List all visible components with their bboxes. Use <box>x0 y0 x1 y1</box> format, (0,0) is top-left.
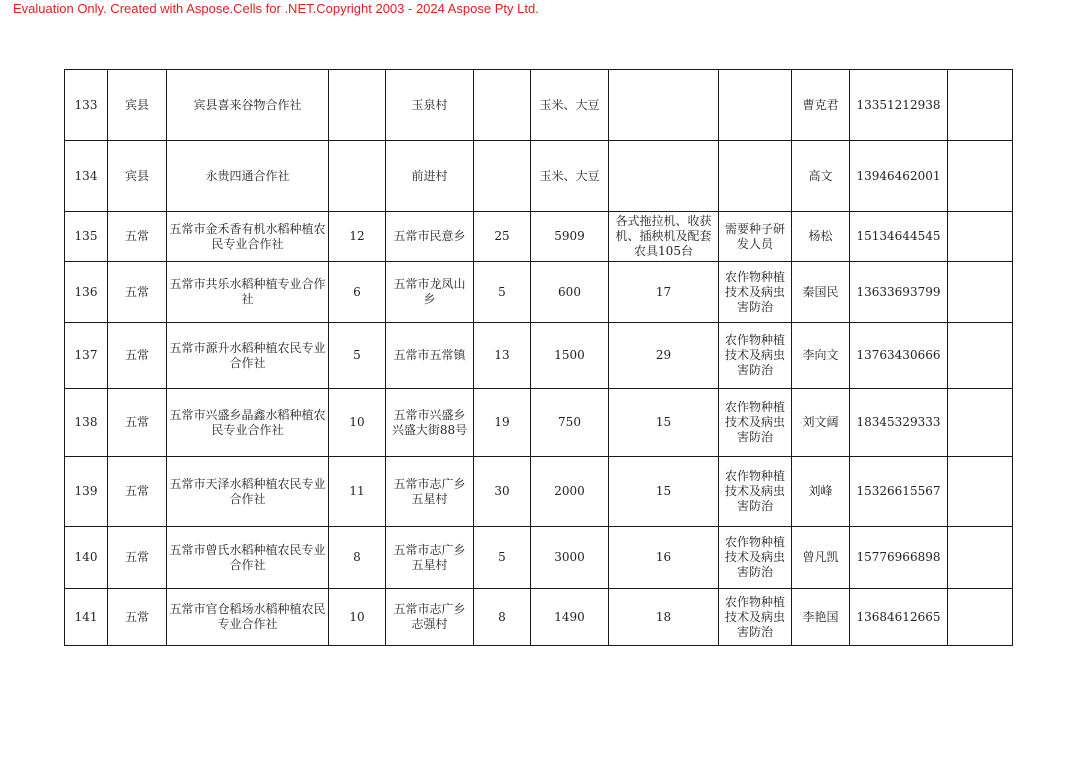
contact-name-cell: 秦国民 <box>792 262 850 323</box>
cooperative-name-cell: 五常市共乐水稻种植专业合作社 <box>167 262 329 323</box>
table-row <box>65 212 1013 262</box>
col8-cell <box>609 70 719 141</box>
col9-cell: 农作物种植技术及病虫害防治 <box>719 262 792 323</box>
county-cell: 宾县 <box>108 70 167 141</box>
contact-name-cell: 李向文 <box>792 323 850 389</box>
col7-cell: 600 <box>531 262 609 323</box>
members-cell: 6 <box>329 262 386 323</box>
col9-cell: 农作物种植技术及病虫害防治 <box>719 457 792 527</box>
table-row <box>65 262 1013 323</box>
phone-cell: 13946462001 <box>850 141 948 212</box>
county-cell: 五常 <box>108 527 167 589</box>
phone-cell: 15134644545 <box>850 212 948 262</box>
county-cell: 五常 <box>108 457 167 527</box>
col6-cell <box>474 70 531 141</box>
contact-name-cell: 高文 <box>792 141 850 212</box>
col8-cell: 15 <box>609 389 719 457</box>
address-cell: 五常市志广乡五星村 <box>386 457 474 527</box>
col9-cell: 农作物种植技术及病虫害防治 <box>719 323 792 389</box>
extra-cell <box>948 141 1013 212</box>
cooperative-name-cell: 五常市官仓稻场水稻种植农民专业合作社 <box>167 589 329 646</box>
contact-name-cell: 李艳国 <box>792 589 850 646</box>
col8-cell: 各式拖拉机、收获机、插秧机及配套农具105台 <box>609 212 719 262</box>
col8-cell: 15 <box>609 457 719 527</box>
members-cell: 10 <box>329 589 386 646</box>
col6-cell: 30 <box>474 457 531 527</box>
county-cell: 宾县 <box>108 141 167 212</box>
row-number: 137 <box>65 323 108 389</box>
phone-cell: 15776966898 <box>850 527 948 589</box>
col7-cell: 玉米、大豆 <box>531 70 609 141</box>
cooperative-name-cell: 永贵四通合作社 <box>167 141 329 212</box>
col9-cell: 农作物种植技术及病虫害防治 <box>719 389 792 457</box>
address-cell: 五常市五常镇 <box>386 323 474 389</box>
col8-cell: 18 <box>609 589 719 646</box>
col7-cell: 750 <box>531 389 609 457</box>
contact-name-cell: 曾凡凯 <box>792 527 850 589</box>
county-cell: 五常 <box>108 262 167 323</box>
row-number: 135 <box>65 212 108 262</box>
contact-name-cell: 杨松 <box>792 212 850 262</box>
col8-cell: 16 <box>609 527 719 589</box>
contact-name-cell: 曹克君 <box>792 70 850 141</box>
col6-cell: 5 <box>474 262 531 323</box>
county-cell: 五常 <box>108 323 167 389</box>
phone-cell: 18345329333 <box>850 389 948 457</box>
table-row <box>65 527 1013 589</box>
col8-cell: 29 <box>609 323 719 389</box>
members-cell <box>329 141 386 212</box>
members-cell <box>329 70 386 141</box>
cooperative-name-cell: 五常市兴盛乡晶鑫水稻种植农民专业合作社 <box>167 389 329 457</box>
extra-cell <box>948 262 1013 323</box>
extra-cell <box>948 70 1013 141</box>
row-number: 138 <box>65 389 108 457</box>
extra-cell <box>948 323 1013 389</box>
table-body <box>65 70 1013 646</box>
row-number: 141 <box>65 589 108 646</box>
address-cell: 玉泉村 <box>386 70 474 141</box>
table-row <box>65 141 1013 212</box>
col7-cell: 1500 <box>531 323 609 389</box>
row-number: 136 <box>65 262 108 323</box>
col8-cell <box>609 141 719 212</box>
address-cell: 五常市志广乡五星村 <box>386 527 474 589</box>
col8-cell: 17 <box>609 262 719 323</box>
county-cell: 五常 <box>108 212 167 262</box>
phone-cell: 13351212938 <box>850 70 948 141</box>
cooperative-name-cell: 五常市曾氏水稻种植农民专业合作社 <box>167 527 329 589</box>
extra-cell <box>948 527 1013 589</box>
col6-cell: 25 <box>474 212 531 262</box>
members-cell: 12 <box>329 212 386 262</box>
address-cell: 五常市志广乡志强村 <box>386 589 474 646</box>
contact-name-cell: 刘峰 <box>792 457 850 527</box>
address-cell: 五常市龙凤山乡 <box>386 262 474 323</box>
watermark-text: Evaluation Only. Created with Aspose.Cells for .NET.Copyright 2003 - 2024 Aspose Pty Ltd. <box>13 1 539 16</box>
col6-cell: 8 <box>474 589 531 646</box>
cooperative-name-cell: 五常市金禾香有机水稻种植农民专业合作社 <box>167 212 329 262</box>
phone-cell: 13633693799 <box>850 262 948 323</box>
extra-cell <box>948 212 1013 262</box>
extra-cell <box>948 457 1013 527</box>
col7-cell: 3000 <box>531 527 609 589</box>
table-row <box>65 457 1013 527</box>
phone-cell: 13763430666 <box>850 323 948 389</box>
members-cell: 5 <box>329 323 386 389</box>
table-row <box>65 389 1013 457</box>
cooperative-name-cell: 五常市源升水稻种植农民专业合作社 <box>167 323 329 389</box>
phone-cell: 15326615567 <box>850 457 948 527</box>
address-cell: 前进村 <box>386 141 474 212</box>
extra-cell <box>948 389 1013 457</box>
county-cell: 五常 <box>108 389 167 457</box>
col9-cell: 农作物种植技术及病虫害防治 <box>719 527 792 589</box>
col6-cell: 13 <box>474 323 531 389</box>
col9-cell <box>719 70 792 141</box>
table-row <box>65 323 1013 389</box>
col9-cell: 农作物种植技术及病虫害防治 <box>719 589 792 646</box>
col7-cell: 5909 <box>531 212 609 262</box>
row-number: 134 <box>65 141 108 212</box>
col6-cell <box>474 141 531 212</box>
members-cell: 10 <box>329 389 386 457</box>
spreadsheet-table <box>64 69 1013 646</box>
col9-cell: 需要种子研发人员 <box>719 212 792 262</box>
contact-name-cell: 刘文阔 <box>792 389 850 457</box>
row-number: 140 <box>65 527 108 589</box>
members-cell: 8 <box>329 527 386 589</box>
address-cell: 五常市兴盛乡兴盛大街88号 <box>386 389 474 457</box>
col6-cell: 19 <box>474 389 531 457</box>
table-row <box>65 70 1013 141</box>
col7-cell: 玉米、大豆 <box>531 141 609 212</box>
address-cell: 五常市民意乡 <box>386 212 474 262</box>
col9-cell <box>719 141 792 212</box>
col7-cell: 1490 <box>531 589 609 646</box>
cooperative-name-cell: 宾县喜来谷物合作社 <box>167 70 329 141</box>
row-number: 133 <box>65 70 108 141</box>
extra-cell <box>948 589 1013 646</box>
phone-cell: 13684612665 <box>850 589 948 646</box>
members-cell: 11 <box>329 457 386 527</box>
table-row <box>65 589 1013 646</box>
county-cell: 五常 <box>108 589 167 646</box>
cooperative-name-cell: 五常市天泽水稻种植农民专业合作社 <box>167 457 329 527</box>
col7-cell: 2000 <box>531 457 609 527</box>
row-number: 139 <box>65 457 108 527</box>
col6-cell: 5 <box>474 527 531 589</box>
